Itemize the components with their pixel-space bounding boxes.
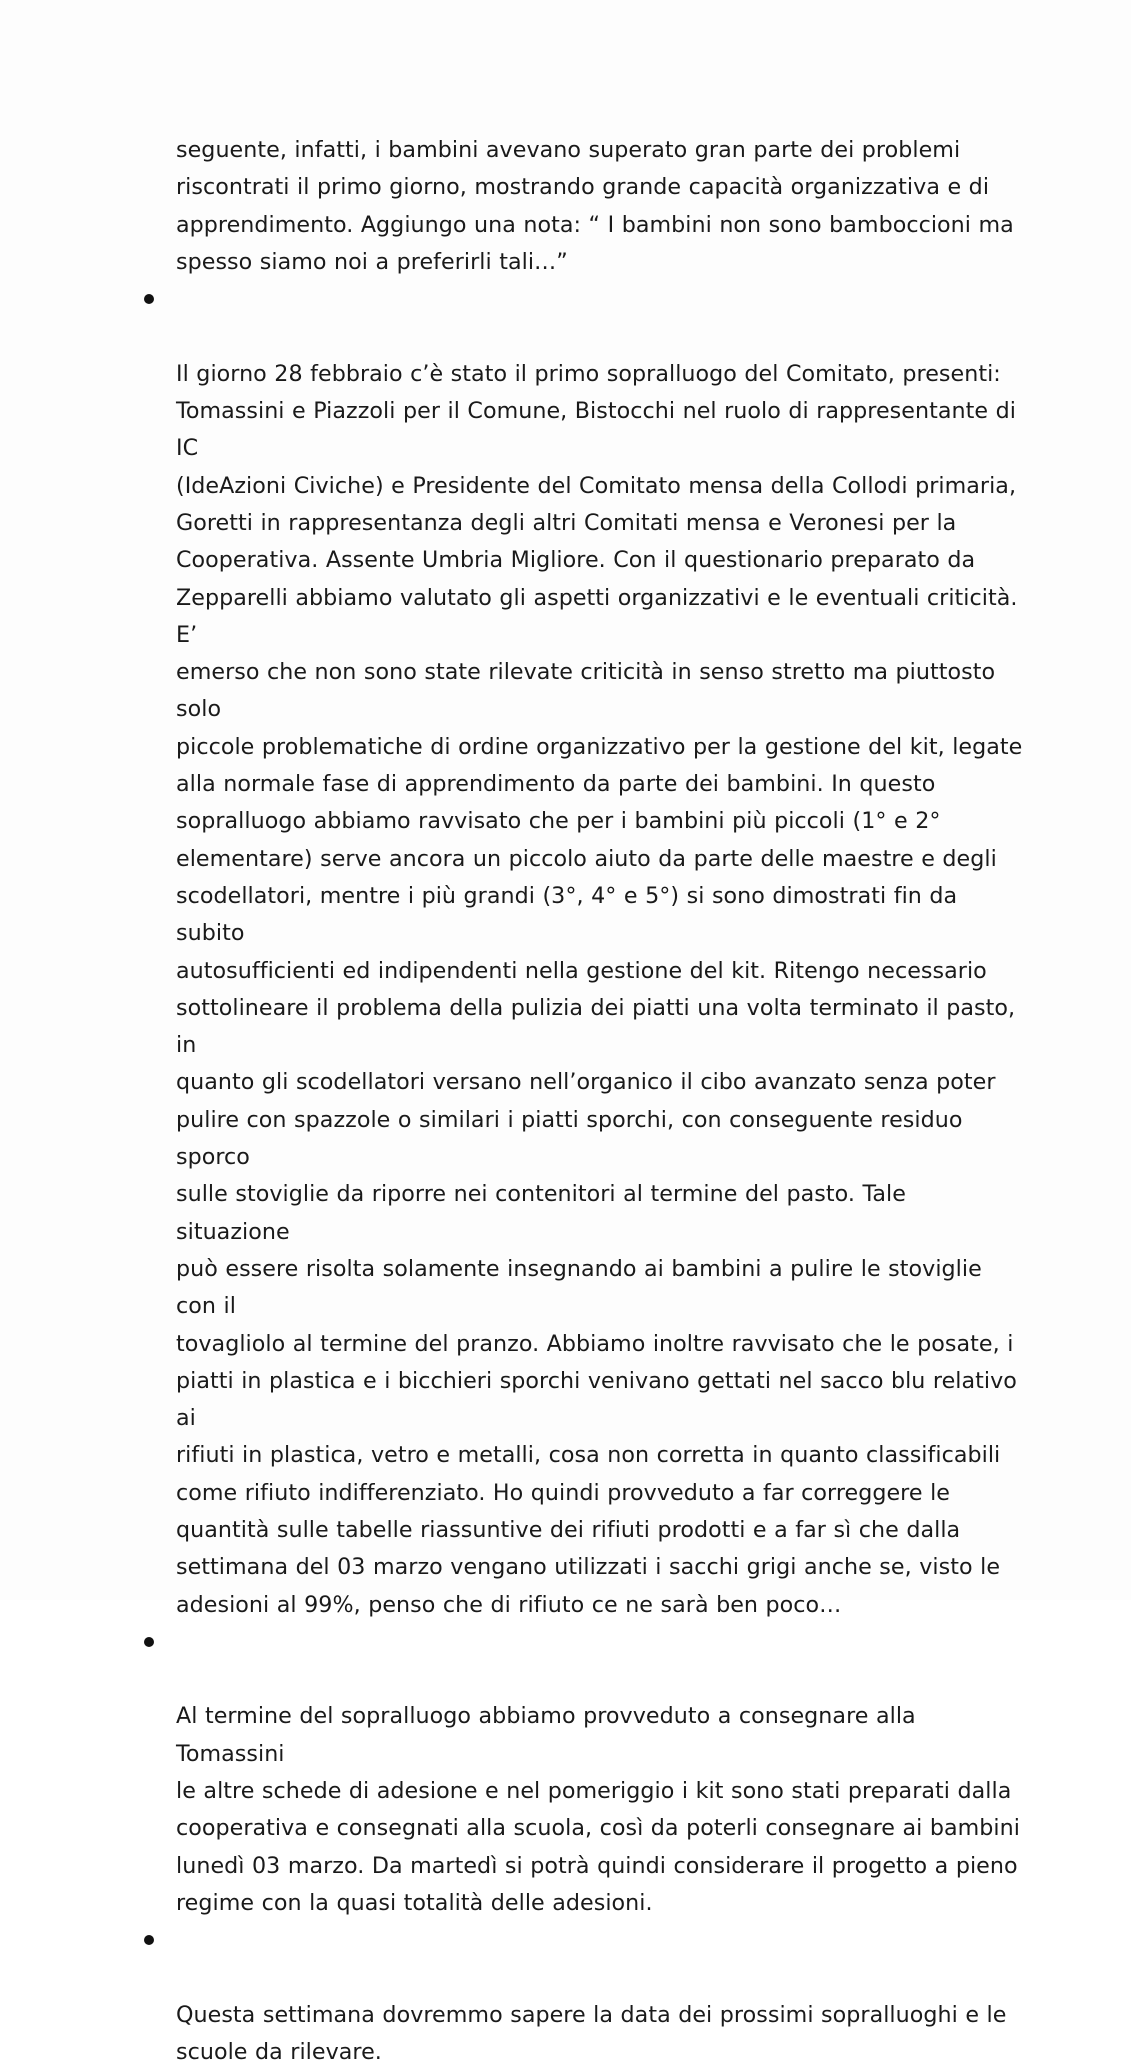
document-body [176,132,1026,2071]
list-item [176,1624,1026,1922]
bullet-list [176,281,1026,2071]
bullet-text: Il giorno 28 febbraio c’è stato il primo sopralluogo del Comitato, presenti: Tomassini e Piazzoli per il Comune, Bistocchi nel ruolo di rappresentante di IC (IdeAzioni Civiche) e Presidente del Comitato mensa della Collodi primaria, Goretti in rappresentanza degli altri Comitati mensa e Veronesi per la Cooperativa. Assente Umbria Migliore. Con il questionario preparato da Zepparelli abbiamo valutato gli aspetti organizzativi e le eventuali criticità. E’ emerso che non sono state rilevate criticità in senso stretto ma piuttosto solo piccole problematiche di ordine organizzativo per la gestione del kit, legate alla normale fase di apprendimento da parte dei bambini. In questo sopralluogo abbiamo ravvisato che per i bambini più piccoli (1° e 2° elementare) serve ancora un piccolo aiuto da parte delle maestre e degli scodellatori, mentre i più grandi (3°, 4° e 5°) si sono dimostrati fin da subito autosufficienti ed indipendenti nella gestione del kit. Ritengo necessario sottolineare il problema della pulizia dei piatti una volta terminato il pasto, in quanto gli scodellatori versano nell’organico il cibo avanzato senza poter pulire con spazzole o similari i piatti sporchi, con conseguente residuo sporco sulle stoviglie da riporre nei contenitori al termine del pasto. Tale situazione può essere risolta solamente insegnando ai bambini a pulire le stoviglie con il tovagliolo al termine del pranzo. Abbiamo inoltre ravvisato che le posate, i piatti in plastica e i bicchieri sporchi venivano gettati nel sacco blu relativo ai rifiuti in plastica, vetro e metalli, cosa non corretta in quanto classificabili come rifiuto indifferenziato. Ho quindi provveduto a far correggere le quantità sulle tabelle riassuntive dei rifiuti prodotti e a far sì che dalla settimana del 03 marzo vengano utilizzati i sacchi grigi anche se, visto le adesioni al 99%, penso che di rifiuto ce ne sarà ben poco… [176,360,1023,1618]
list-item [176,1922,1026,2071]
opening-paragraph: seguente, infatti, i bambini avevano superato gran parte dei problemi riscontrati il primo giorno, mostrando grande capacità organizzativa e di apprendimento. Aggiungo una nota: “ I bambini non sono bamboccioni ma spesso siamo noi a preferirli tali…” [176,137,1014,275]
bullet-icon [144,294,154,304]
list-item [176,281,1026,1624]
bullet-icon [144,1637,154,1647]
bullet-text: Questa settimana dovremmo sapere la data dei prossimi sopralluoghi e le scuole da rilevare. [176,2001,1007,2066]
bullet-text: Al termine del sopralluogo abbiamo provveduto a consegnare alla Tomassini le altre schede di adesione e nel pomeriggio i kit sono stati preparati dalla cooperativa e consegnati alla scuola, così da poterli consegnare ai bambini lunedì 03 marzo. Da martedì si potrà quindi considerare il progetto a pieno regime con la quasi totalità delle adesioni. [176,1703,1020,1916]
bullet-icon [144,1935,154,1945]
